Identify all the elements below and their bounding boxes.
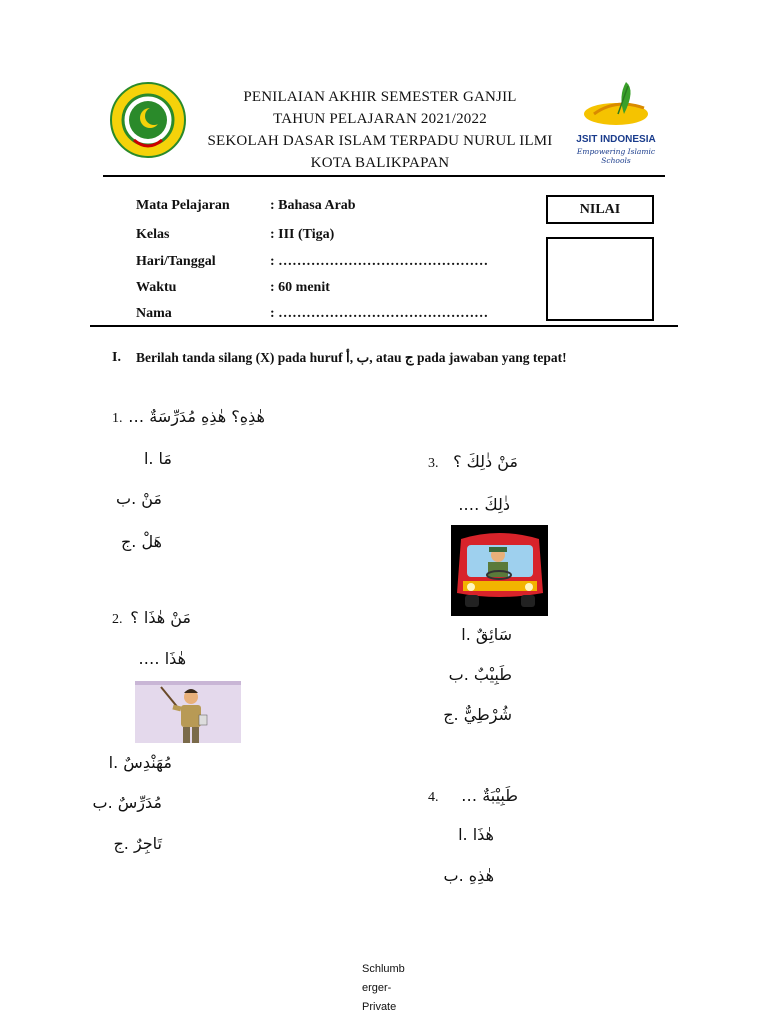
class-value: : III (Tiga) [270, 227, 335, 242]
date-label: Hari/Tanggal [136, 254, 216, 269]
footer-classification [362, 960, 405, 1017]
name-value: : ……………………………………… [270, 306, 489, 321]
jsit-logo-title: JSIT INDONESIA [576, 134, 656, 145]
q2-number: 2. [112, 612, 123, 627]
time-value: : 60 menit [270, 280, 330, 295]
subject-label: Mata Pelajaran [136, 198, 230, 213]
q2-option-b[interactable]: مُدَرِّسٌ .ب [92, 793, 162, 812]
footer-line-2: erger- [362, 982, 392, 994]
header-divider [103, 175, 665, 177]
q2-option-a[interactable]: مُهَنْدِسٌ .ا [108, 753, 172, 772]
bus-driver-image [451, 525, 548, 616]
q3-option-a[interactable]: سَائِقٌ .ا [461, 625, 512, 644]
q3-option-b[interactable]: طَبِيْبٌ .ب [448, 665, 512, 684]
q3-option-c[interactable]: شُرْطِيٌّ .ج [443, 705, 512, 724]
q2-text: مَنْ هٰذَا ؟ [130, 608, 191, 627]
q1-text: هٰذِهِ؟ هٰذِهِ مُدَرِّسَةٌ … [128, 407, 265, 426]
score-box[interactable] [546, 237, 654, 321]
name-label: Nama [136, 306, 172, 321]
time-label: Waktu [136, 280, 177, 295]
date-value: : ……………………………………… [270, 254, 489, 269]
footer-line-3: Private [362, 1001, 397, 1013]
jsit-logo [566, 78, 666, 165]
header-line-2: TAHUN PELAJARAN 2021/2022 [273, 111, 487, 127]
q2-answer-line: هٰذَا …. [138, 649, 186, 668]
header-line-3: SEKOLAH DASAR ISLAM TERPADU NURUL ILMI [207, 133, 553, 149]
q3-number: 3. [428, 456, 439, 471]
q2-option-c[interactable]: تَاجِرٌ .ج [113, 834, 162, 853]
instruction-roman: I. [112, 350, 121, 365]
teacher-image [135, 681, 241, 743]
q4-option-b[interactable]: هٰذِهِ .ب [443, 866, 494, 885]
q1-option-a[interactable]: مَا .ا [143, 449, 172, 468]
info-divider [90, 325, 678, 327]
q3-text: مَنْ ذٰلِكَ ؟ [453, 452, 518, 471]
q4-text: طَبِيْبَةٌ … [461, 786, 518, 805]
score-label-box [546, 195, 654, 224]
q1-number: 1. [112, 411, 123, 426]
q1-option-c[interactable]: هَلْ .ج [120, 532, 162, 551]
header-line-4: KOTA BALIKPAPAN [310, 155, 450, 171]
score-label: NILAI [579, 202, 621, 217]
subject-value: : Bahasa Arab [270, 198, 356, 213]
q3-answer-line: ذٰلِكَ …. [458, 495, 510, 514]
header-line-1: PENILAIAN AKHIR SEMESTER GANJIL [243, 89, 517, 105]
header-title [180, 86, 580, 174]
instruction-text: Berilah tanda silang (X) pada huruf ب ,أ, atau ج pada jawaban yang tepat! [136, 350, 567, 365]
class-label: Kelas [136, 227, 170, 242]
q1-option-b[interactable]: مَنْ .ب [116, 489, 162, 508]
q4-option-a[interactable]: هٰذَا .ا [458, 825, 494, 844]
footer-line-1: Schlumb [362, 963, 405, 975]
q4-number: 4. [428, 790, 439, 805]
jsit-logo-tagline: Empowering Islamic Schools [576, 147, 656, 165]
school-logo [110, 82, 186, 158]
